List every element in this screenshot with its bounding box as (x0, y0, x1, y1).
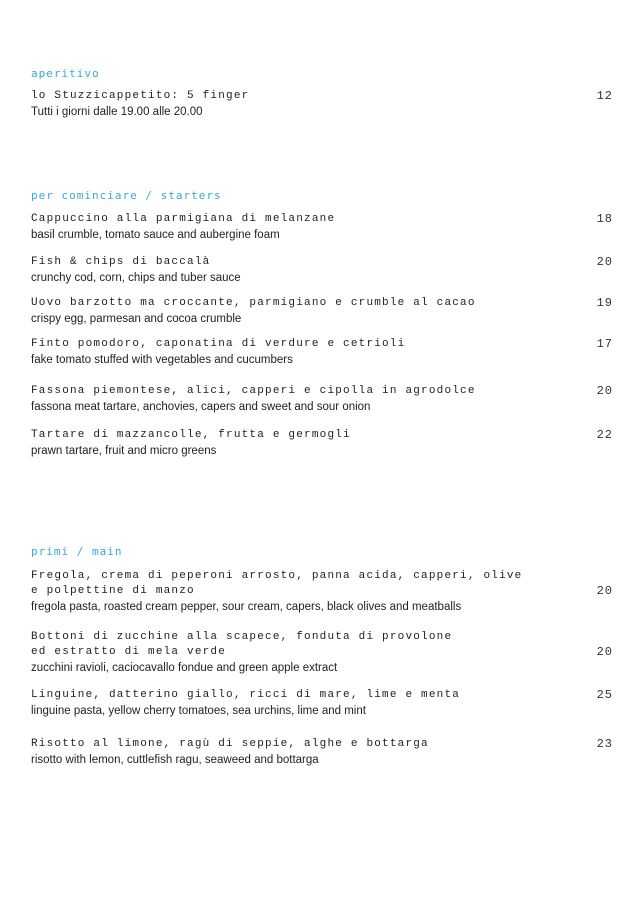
menu-item (31, 688, 613, 719)
menu-item (31, 428, 613, 459)
menu-item (31, 212, 613, 243)
item-description: linguine pasta, yellow cherry tomatoes, sea urchins, lime and mint (31, 705, 366, 717)
item-price: 12 (596, 89, 613, 103)
item-name: Cappuccino alla parmigiana di melanzane (31, 213, 336, 225)
item-price: 22 (596, 428, 613, 442)
section-title-aperitivo: aperitivo (31, 67, 100, 80)
item-description: fake tomato stuffed with vegetables and cucumbers (31, 354, 293, 366)
item-price: 23 (596, 737, 613, 751)
menu-item (31, 255, 613, 286)
item-name: Uovo barzotto ma croccante, parmigiano e crumble al cacao (31, 297, 476, 309)
item-description: risotto with lemon, cuttlefish ragu, seaweed and bottarga (31, 754, 319, 766)
item-name: Linguine, datterino giallo, ricci di mare, lime e menta (31, 689, 461, 701)
item-description: zucchini ravioli, caciocavallo fondue and green apple extract (31, 662, 338, 674)
menu-item (31, 89, 613, 120)
item-price: 17 (596, 337, 613, 351)
item-description: fassona meat tartare, anchovies, capers and sweet and sour onion (31, 401, 371, 413)
item-description: prawn tartare, fruit and micro greens (31, 445, 217, 457)
item-price: 19 (596, 296, 613, 310)
item-name: Tartare di mazzancolle, frutta e germogli (31, 429, 351, 441)
item-name: Fassona piemontese, alici, capperi e cipolla in agrodolce (31, 385, 476, 397)
menu-item (31, 337, 613, 368)
menu-item (31, 569, 613, 615)
menu-item (31, 630, 613, 676)
item-name: Bottoni di zucchine alla scapece, fonduta di provolone ed estratto di mela verde (31, 631, 453, 658)
menu-item (31, 384, 613, 415)
item-description: fregola pasta, roasted cream pepper, sour cream, capers, black olives and meatballs (31, 601, 462, 613)
item-description: basil crumble, tomato sauce and aubergine foam (31, 229, 280, 241)
item-name: Fish & chips di baccalà (31, 256, 211, 268)
item-name: Fregola, crema di peperoni arrosto, panna acida, capperi, olive e polpettine di manzo (31, 570, 523, 597)
item-price: 25 (596, 688, 613, 702)
item-description: Tutti i giorni dalle 19.00 alle 20.00 (31, 106, 203, 118)
item-price: 20 (596, 255, 613, 269)
section-title-main: primi / main (31, 545, 123, 558)
item-name: Finto pomodoro, caponatina di verdure e cetrioli (31, 338, 406, 350)
section-title-starters: per cominciare / starters (31, 189, 222, 202)
item-price: 18 (596, 212, 613, 226)
item-price: 20 (596, 645, 613, 659)
menu-item (31, 296, 613, 327)
item-price: 20 (596, 384, 613, 398)
item-name: lo Stuzzicappetito: 5 finger (31, 90, 250, 102)
item-name: Risotto al limone, ragù di seppie, alghe e bottarga (31, 738, 429, 750)
menu-item (31, 737, 613, 768)
item-description: crispy egg, parmesan and cocoa crumble (31, 313, 242, 325)
item-description: crunchy cod, corn, chips and tuber sauce (31, 272, 241, 284)
item-price: 20 (596, 584, 613, 598)
